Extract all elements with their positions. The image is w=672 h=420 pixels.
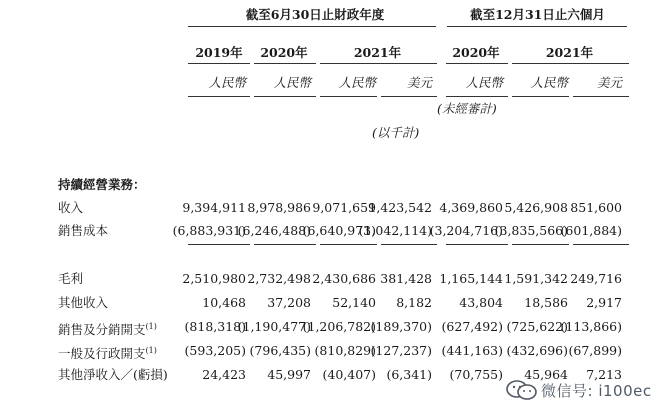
cell-value: (127,237)	[370, 343, 432, 358]
cell-value: 52,140	[332, 295, 376, 310]
cell-value: 1,423,542	[368, 200, 432, 215]
thousands-note: (以千計)	[372, 125, 420, 140]
year-2019: 2019年	[195, 45, 243, 60]
cell-value: (6,341)	[386, 367, 432, 382]
cell-value: 9,394,911	[182, 200, 246, 215]
cell-value: 45,964	[524, 367, 568, 382]
row-label	[58, 224, 108, 238]
cell-value: (113,866)	[560, 319, 622, 334]
cell-value: 37,208	[267, 295, 311, 310]
subtotal-rule	[320, 244, 377, 245]
cell-value: (441,163)	[441, 343, 503, 358]
row-label	[58, 320, 157, 337]
year-rule	[320, 63, 437, 64]
cell-value: 2,510,980	[182, 271, 246, 286]
year-rule	[446, 63, 508, 64]
cell-value: (6,640,973)	[302, 223, 376, 238]
cell-value: 2,430,686	[312, 271, 376, 286]
currency-rmb: 人民幣	[273, 75, 311, 90]
currency-rule	[320, 96, 377, 97]
cell-value: (1,190,477)	[237, 319, 311, 334]
subtotal-rule	[573, 244, 629, 245]
currency-rmb: 人民幣	[338, 75, 376, 90]
currency-rule	[512, 96, 569, 97]
row-label	[58, 201, 83, 215]
row-label-text: 收入	[58, 200, 84, 215]
currency-rule	[381, 96, 437, 97]
year-2021: 2021年	[353, 45, 402, 60]
subtotal-rule	[381, 244, 437, 245]
header-group-fiscal-year: 截至6月30日止財政年度	[245, 7, 385, 22]
cell-value: (40,407)	[322, 367, 376, 382]
year-rule	[254, 63, 316, 64]
currency-rule	[446, 96, 508, 97]
cell-value: (593,205)	[184, 343, 246, 358]
row-label	[58, 296, 108, 310]
currency-rmb: 人民幣	[530, 75, 568, 90]
cell-value: 43,804	[459, 295, 503, 310]
currency-rmb: 人民幣	[208, 75, 246, 90]
cell-value: (1,042,114)	[358, 223, 432, 238]
cell-value: 2,732,498	[247, 271, 311, 286]
cell-value: 7,213	[586, 367, 622, 382]
watermark	[505, 377, 670, 403]
header-rule-fiscal	[188, 26, 436, 27]
cell-value: 381,428	[380, 271, 432, 286]
cell-value: 5,426,908	[504, 200, 568, 215]
cell-value: (810,829)	[314, 343, 376, 358]
subtotal-rule	[254, 244, 316, 245]
currency-usd: 美元	[596, 75, 622, 90]
subtotal-rule	[446, 244, 508, 245]
cell-value: 8,182	[396, 295, 432, 310]
currency-rmb: 人民幣	[465, 75, 503, 90]
row-label	[58, 272, 83, 286]
year-2021-h: 2021年	[545, 45, 594, 60]
row-label	[58, 344, 157, 361]
cell-value: 1,591,342	[504, 271, 568, 286]
cell-value: 1,165,144	[439, 271, 503, 286]
row-label	[58, 368, 168, 382]
row-label-text: 一般及行政開支	[58, 346, 146, 362]
cell-value: 4,369,860	[439, 200, 503, 215]
cell-value: (3,835,566)	[494, 223, 568, 238]
watermark-text: 微信号: i100ec	[541, 381, 652, 400]
row-label-text: 其他收入	[58, 295, 109, 310]
row-label-text: 銷售及分銷開支	[58, 322, 146, 338]
currency-rule	[188, 96, 250, 97]
cell-value: 18,586	[524, 295, 568, 310]
cell-value: 851,600	[570, 200, 622, 215]
cell-value: (818,318)	[184, 319, 246, 334]
cell-value: 10,468	[202, 295, 246, 310]
cell-value: (70,755)	[449, 367, 503, 382]
cell-value: (796,435)	[249, 343, 311, 358]
currency-usd: 美元	[406, 75, 432, 90]
row-label-text: 銷售成本	[58, 223, 109, 238]
wechat-icon	[505, 379, 539, 401]
header-group-six-months: 截至12月31日止六個月	[470, 7, 605, 22]
cell-value: (1,206,782)	[302, 319, 376, 334]
year-2020-h: 2020年	[452, 45, 500, 60]
cell-value: (432,696)	[506, 343, 568, 358]
row-label-text: 毛利	[58, 271, 84, 286]
cell-value: 2,917	[586, 295, 622, 310]
year-2020: 2020年	[260, 45, 308, 60]
cell-value: (3,204,716)	[429, 223, 503, 238]
cell-value: (6,883,931)	[172, 223, 246, 238]
header-rule-six-months	[447, 26, 627, 27]
cell-value: (6,246,488)	[237, 223, 311, 238]
row-label-text: 其他淨收入／(虧損)	[58, 367, 168, 382]
subtotal-rule	[512, 244, 569, 245]
cell-value: (627,492)	[441, 319, 503, 334]
footnote-marker: (1)	[145, 346, 157, 355]
cell-value: 45,997	[267, 367, 311, 382]
cell-value: (725,622)	[506, 319, 568, 334]
cell-value: 9,071,659	[312, 200, 376, 215]
cell-value: 24,423	[202, 367, 246, 382]
subtotal-rule	[188, 244, 250, 245]
cell-value: (67,899)	[568, 343, 622, 358]
currency-rule	[573, 96, 629, 97]
year-rule	[188, 63, 250, 64]
cell-value: 8,978,986	[247, 200, 311, 215]
cell-value: (189,370)	[370, 319, 432, 334]
unaudited-note: (未經審計)	[437, 101, 497, 116]
footnote-marker: (1)	[145, 322, 157, 331]
cell-value: 249,716	[570, 271, 622, 286]
section-continuing-operations: 持續經營業務：	[58, 177, 146, 192]
currency-rule	[254, 96, 316, 97]
year-rule	[512, 63, 629, 64]
cell-value: (601,884)	[560, 223, 622, 238]
